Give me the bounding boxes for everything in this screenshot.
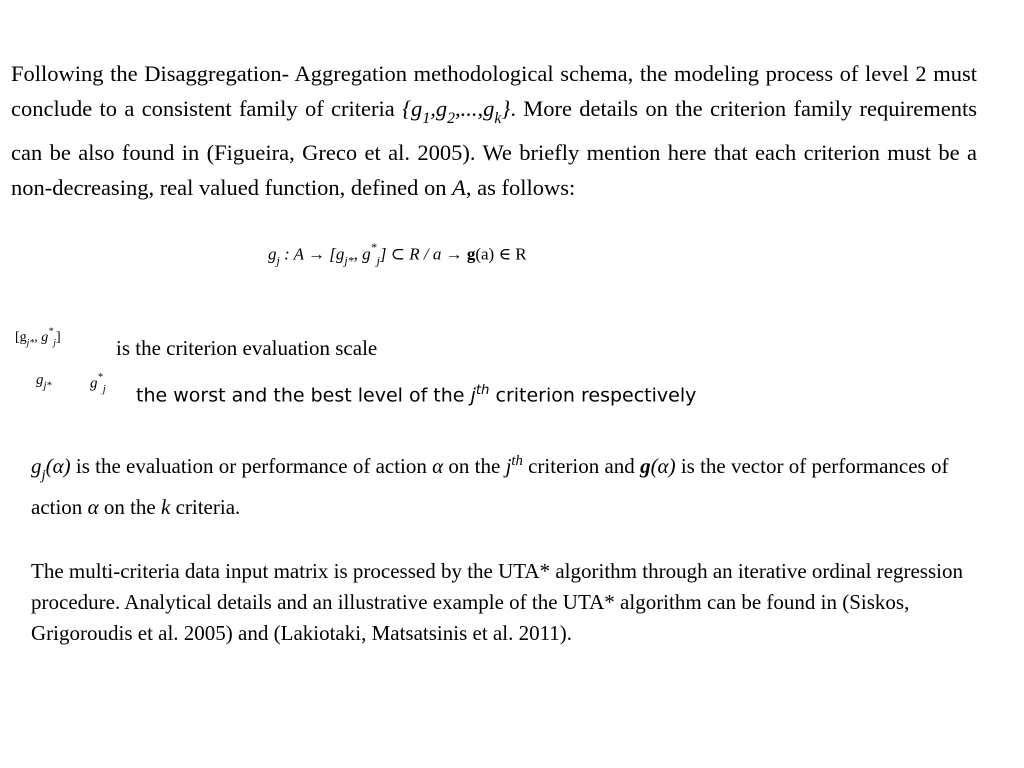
intro-paragraph bbox=[11, 57, 977, 205]
intro-text-cont: . More details on the criterion family requirements can be also found in (Figueira, Greco et al. 2005). We briefly mention here that each criterion must be a non-decreasing, real valued function, defined on bbox=[11, 95, 977, 200]
evaluation-paragraph: $g_j(\alpha)$ is the evaluation or performance of action α on the $j^{th}$ criterion and g(α) is the vector of performances of action α on the k criteria. bbox=[31, 453, 949, 519]
scale-symbol: [$g_{j*}$, $g^*_j$] bbox=[15, 326, 61, 349]
intro-text-end: , as follows: bbox=[465, 174, 576, 200]
domain-symbol: A bbox=[452, 174, 466, 200]
criterion-formula: $g_j$ : $A \to [g_{j*}$, $g^*_j$] ⊂ R / a → g(a) ∈ R bbox=[268, 240, 527, 268]
levels-description: the worst and the best level of the $j^{th}$ criterion respectively bbox=[136, 383, 697, 407]
best-level-symbol: $g^*_j$ bbox=[90, 372, 106, 396]
criteria-family-set: $\{g_1,g_2,...,g_k\}$ bbox=[402, 95, 511, 127]
worst-level-symbol: $g_{j*}$ bbox=[36, 372, 52, 392]
scale-description: is the criterion evaluation scale bbox=[116, 336, 378, 360]
intro-text: Following the Disaggregation- Aggregation methodological schema, the modeling process of level 2 must conclude to a consistent family of criteria bbox=[11, 61, 977, 121]
uta-paragraph: The multi-criteria data input matrix is processed by the UTA* algorithm through an iterative ordinal regression procedure. Analytical details and an illustrative example of the UTA* algorithm can be found in (Siskos, Grigoroudis et al. 2005) and (Lakiotaki, Matsatsinis et al. 2011). bbox=[31, 559, 963, 645]
